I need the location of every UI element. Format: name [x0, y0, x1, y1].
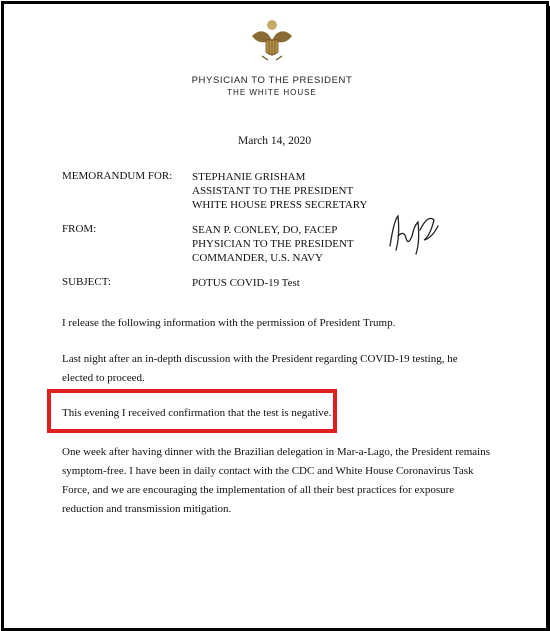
recipient-line: WHITE HOUSE PRESS SECRETARY: [192, 199, 368, 211]
memo-for-label: MEMORANDUM FOR:: [62, 170, 173, 182]
signature-icon: [384, 206, 444, 258]
letterhead-title: PHYSICIAN TO THE PRESIDENT: [191, 75, 353, 86]
recipient-line: STEPHANIE GRISHAM: [192, 171, 306, 183]
paragraph-line: One week after having dinner with the Brazilian delegation in Mar-a-Lago, the President remains: [62, 446, 491, 458]
paragraph-line: Last night after an in-depth discussion with the President regarding COVID-19 testing, he: [62, 353, 458, 365]
highlight-box: [47, 389, 337, 433]
sender-line: SEAN P. CONLEY, DO, FACEP: [192, 224, 338, 236]
memo-subject: POTUS COVID-19 Test: [192, 277, 300, 289]
letterhead-subtitle: THE WHITE HOUSE: [227, 88, 317, 97]
memo-from-sender: [192, 223, 354, 265]
presidential-seal-icon: [248, 18, 296, 64]
paragraph-permission: I release the following information with the permission of President Trump.: [62, 317, 396, 329]
recipient-line: ASSISTANT TO THE PRESIDENT: [192, 185, 354, 197]
paragraph-line: Force, and we are encouraging the implementation of all their best practices for exposure: [62, 484, 455, 496]
paragraph-line: reduction and transmission mitigation.: [62, 503, 232, 515]
memo-from-label: FROM:: [62, 223, 97, 235]
memo-for-recipient: [192, 170, 367, 212]
paragraph-result: This evening I received confirmation that the test is negative.: [62, 407, 332, 419]
paragraph-line: elected to proceed.: [62, 372, 145, 384]
paragraph-followup: [62, 443, 502, 519]
memo-date: March 14, 2020: [238, 135, 312, 147]
sender-line: COMMANDER, U.S. NAVY: [192, 252, 323, 264]
paragraph-line: symptom-free. I have been in daily contact with the CDC and White House Coronavirus Task: [62, 465, 474, 477]
memo-subject-label: SUBJECT:: [62, 276, 111, 288]
paragraph-discussion: [62, 350, 502, 388]
sender-line: PHYSICIAN TO THE PRESIDENT: [192, 238, 354, 250]
